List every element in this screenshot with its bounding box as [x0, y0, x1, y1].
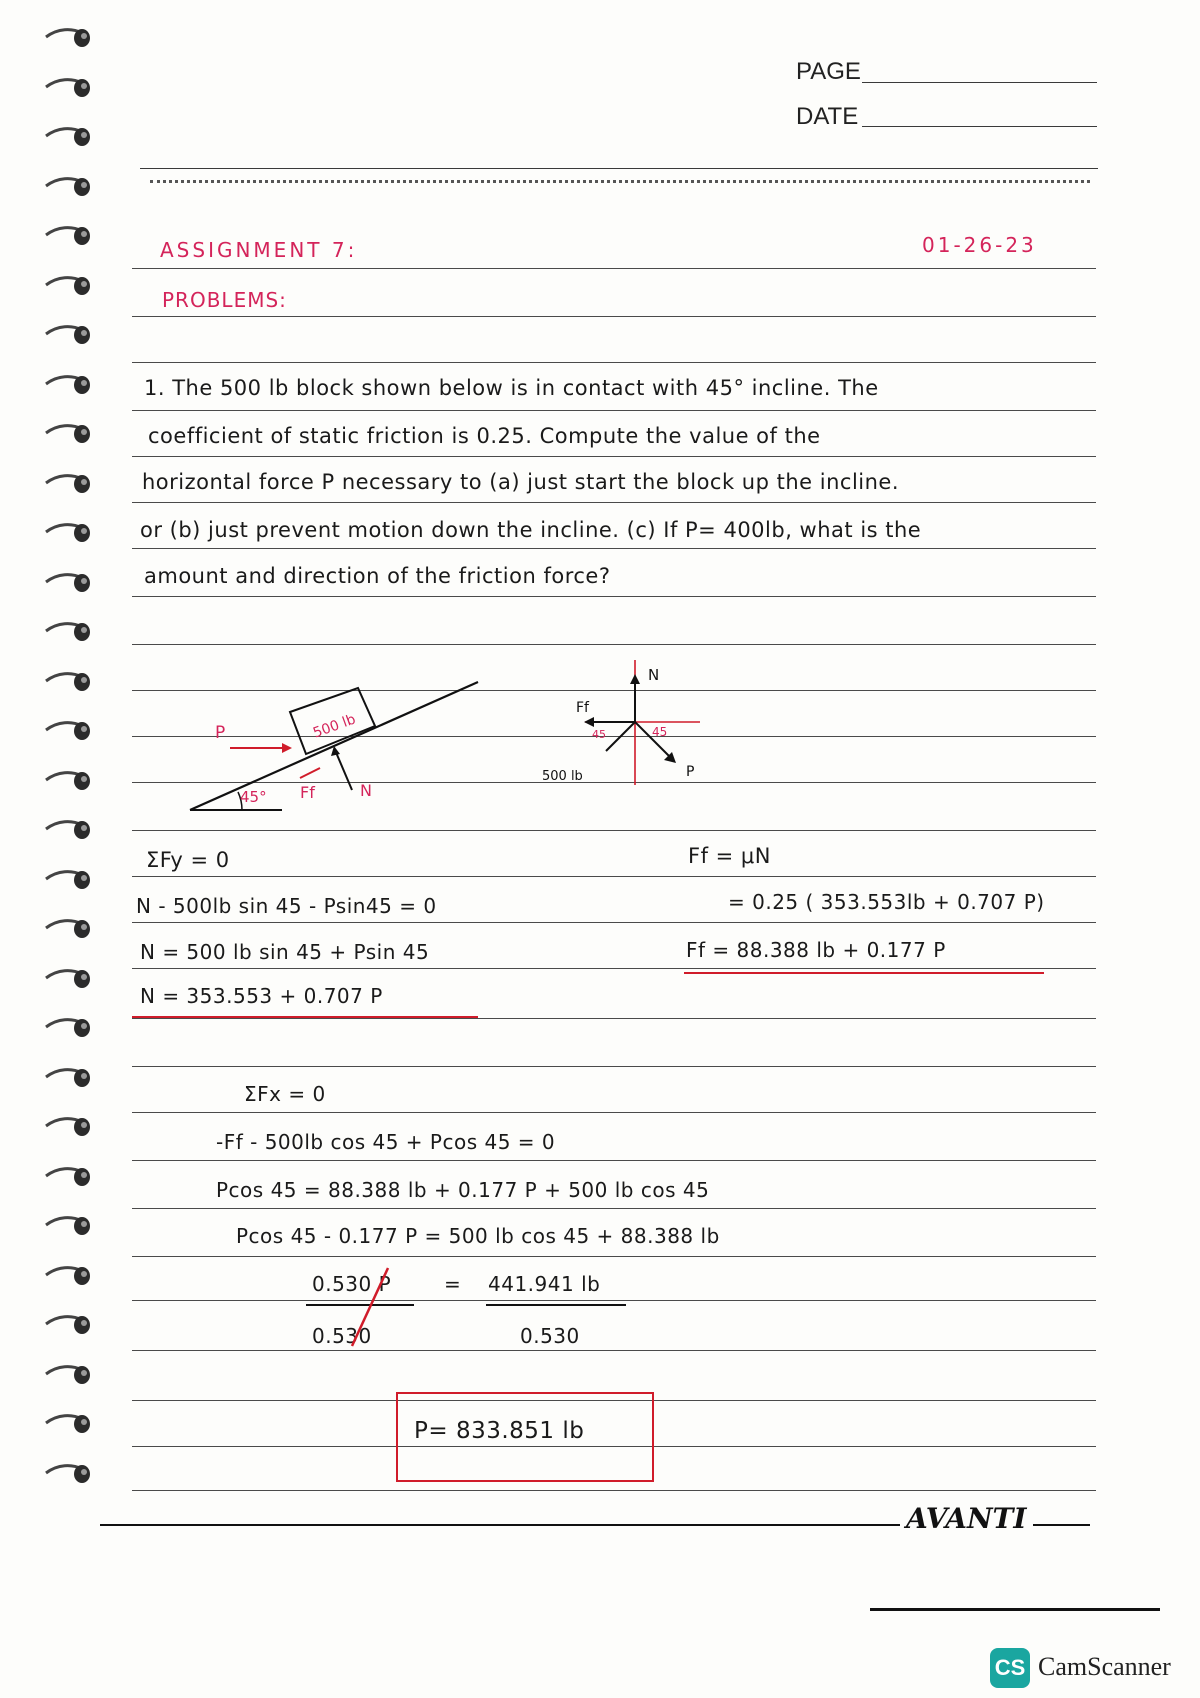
- n-arrow: [335, 750, 352, 790]
- spiral-ring: [38, 1064, 92, 1090]
- spiral-ring: [38, 1113, 92, 1139]
- ruled-line: [132, 830, 1096, 831]
- friction-line-2: = 0.25 ( 353.553lb + 0.707 P): [728, 890, 1045, 914]
- answer-value: P= 833.851 lb: [414, 1418, 585, 1444]
- page-line: [862, 82, 1097, 83]
- cancel-strike: [340, 1262, 400, 1352]
- fig-angle-label: 45°: [240, 788, 267, 806]
- spiral-ring: [38, 420, 92, 446]
- ruled-line: [132, 1350, 1096, 1351]
- p-arrowhead: [282, 743, 292, 753]
- spiral-ring: [38, 470, 92, 496]
- division-right-denominator: 0.530: [520, 1324, 580, 1348]
- spiral-ring: [38, 668, 92, 694]
- problem-line-1: 1. The 500 lb block shown below is in contact with 45° incline. The: [144, 376, 879, 400]
- ruled-line: [132, 1160, 1096, 1161]
- spiral-ring: [38, 272, 92, 298]
- sum-fx-line-3: Pcos 45 - 0.177 P = 500 lb cos 45 + 88.388 lb: [236, 1224, 720, 1248]
- sum-fx-line-1: -Ff - 500lb cos 45 + Pcos 45 = 0: [216, 1130, 556, 1154]
- spiral-ring: [38, 569, 92, 595]
- ruled-line: [132, 502, 1096, 503]
- friction-line-1: Ff = μN: [688, 844, 771, 868]
- ruled-line: [132, 876, 1096, 877]
- fig-p-label: P: [215, 723, 226, 743]
- cancel-stroke: [352, 1268, 388, 1346]
- ruled-line: [132, 644, 1096, 645]
- ruled-line: [132, 1256, 1096, 1257]
- date-line: [862, 126, 1097, 127]
- ruled-line: [132, 362, 1096, 363]
- fig-n-label: N: [360, 781, 372, 800]
- ruled-line: [132, 548, 1096, 549]
- ruled-line: [132, 456, 1096, 457]
- spiral-ring: [38, 519, 92, 545]
- spiral-ring: [38, 1410, 92, 1436]
- fbd-ff-arrowhead: [584, 717, 594, 727]
- spiral-ring: [38, 1361, 92, 1387]
- ruled-line: [132, 410, 1096, 411]
- spiral-ring: [38, 1262, 92, 1288]
- spiral-ring: [38, 866, 92, 892]
- header-rule: [140, 168, 1098, 169]
- problem-line-2: coefficient of static friction is 0.25. Compute the value of the: [148, 424, 821, 448]
- spiral-ring: [38, 618, 92, 644]
- spiral-ring: [38, 717, 92, 743]
- fbd-weight-arrow: [606, 722, 635, 751]
- friction-line-3: Ff = 88.388 lb + 0.177 P: [686, 938, 946, 962]
- ruled-line: [132, 1018, 1096, 1019]
- problem-line-3: horizontal force P necessary to (a) just start the block up the incline.: [142, 470, 900, 494]
- fig-block-label: 500 lb: [311, 711, 358, 742]
- division-left-denominator: 0.530: [312, 1324, 372, 1348]
- assignment-date: 01-26-23: [922, 233, 1037, 257]
- footer-rule: [870, 1608, 1160, 1611]
- spiral-ring: [38, 24, 92, 50]
- assignment-title: ASSIGNMENT 7:: [160, 238, 358, 262]
- fbd-angle-label-right: 45: [652, 725, 668, 739]
- n-underline: [132, 1016, 478, 1018]
- spiral-ring: [38, 816, 92, 842]
- spiral-ring: [38, 1014, 92, 1040]
- incline-figure: [180, 660, 500, 830]
- ruled-line: [132, 596, 1096, 597]
- fbd-n-label: N: [648, 666, 660, 684]
- spiral-ring: [38, 173, 92, 199]
- problem-line-5: amount and direction of the friction force?: [144, 564, 611, 588]
- header-dots: [150, 180, 1090, 183]
- brand-logo: AVANTI: [900, 1502, 1033, 1535]
- fbd-n-arrowhead: [630, 674, 640, 684]
- spiral-ring: [38, 915, 92, 941]
- division-equals: =: [444, 1272, 462, 1296]
- fig-ff-label: Ff: [300, 783, 315, 802]
- ruled-line: [132, 316, 1096, 317]
- camscanner-badge: CS: [990, 1648, 1030, 1688]
- spiral-ring: [38, 321, 92, 347]
- sum-fy-heading: ΣFy = 0: [146, 848, 230, 872]
- spiral-ring: [38, 1460, 92, 1486]
- fbd-angle-label-left: 45: [592, 728, 606, 741]
- sum-fy-line-3: N = 353.553 + 0.707 P: [140, 984, 383, 1008]
- sum-fx-heading: ΣFx = 0: [244, 1082, 326, 1106]
- date-label: DATE: [796, 103, 859, 130]
- page-label: PAGE: [796, 58, 861, 85]
- problems-heading: PROBLEMS:: [162, 288, 287, 312]
- sum-fx-line-2: Pcos 45 = 88.388 lb + 0.177 P + 500 lb cos 45: [216, 1178, 710, 1202]
- free-body-diagram: [530, 650, 710, 790]
- sum-fy-line-2: N = 500 lb sin 45 + Psin 45: [140, 940, 430, 964]
- ruled-line: [132, 1300, 1096, 1301]
- division-left-numerator: 0.530 P: [312, 1272, 392, 1296]
- spiral-ring: [38, 1163, 92, 1189]
- spiral-ring: [38, 965, 92, 991]
- fbd-weight-label: 500 lb: [542, 769, 583, 784]
- ff-arrow: [300, 768, 320, 778]
- fbd-ff-label: Ff: [576, 700, 589, 716]
- ruled-line: [132, 1112, 1096, 1113]
- fraction-bar-right: [486, 1304, 626, 1306]
- ruled-line: [132, 1066, 1096, 1067]
- spiral-ring: [38, 222, 92, 248]
- spiral-ring: [38, 767, 92, 793]
- camscanner-name: CamScanner: [1038, 1652, 1171, 1681]
- problem-line-4: or (b) just prevent motion down the incline. (c) If P= 400lb, what is the: [140, 518, 922, 542]
- spiral-ring: [38, 1311, 92, 1337]
- ruled-line: [132, 1208, 1096, 1209]
- fbd-p-label: P: [686, 764, 695, 780]
- division-right-numerator: 441.941 lb: [488, 1272, 601, 1296]
- spiral-ring: [38, 74, 92, 100]
- spiral-ring: [38, 1212, 92, 1238]
- sum-fy-line-1: N - 500lb sin 45 - Psin45 = 0: [136, 894, 437, 918]
- ruled-line: [132, 968, 1096, 969]
- ruled-line: [132, 1490, 1096, 1491]
- ruled-line: [132, 922, 1096, 923]
- ff-underline: [684, 972, 1044, 974]
- spiral-ring: [38, 123, 92, 149]
- ruled-line: [132, 268, 1096, 269]
- spiral-ring: [38, 371, 92, 397]
